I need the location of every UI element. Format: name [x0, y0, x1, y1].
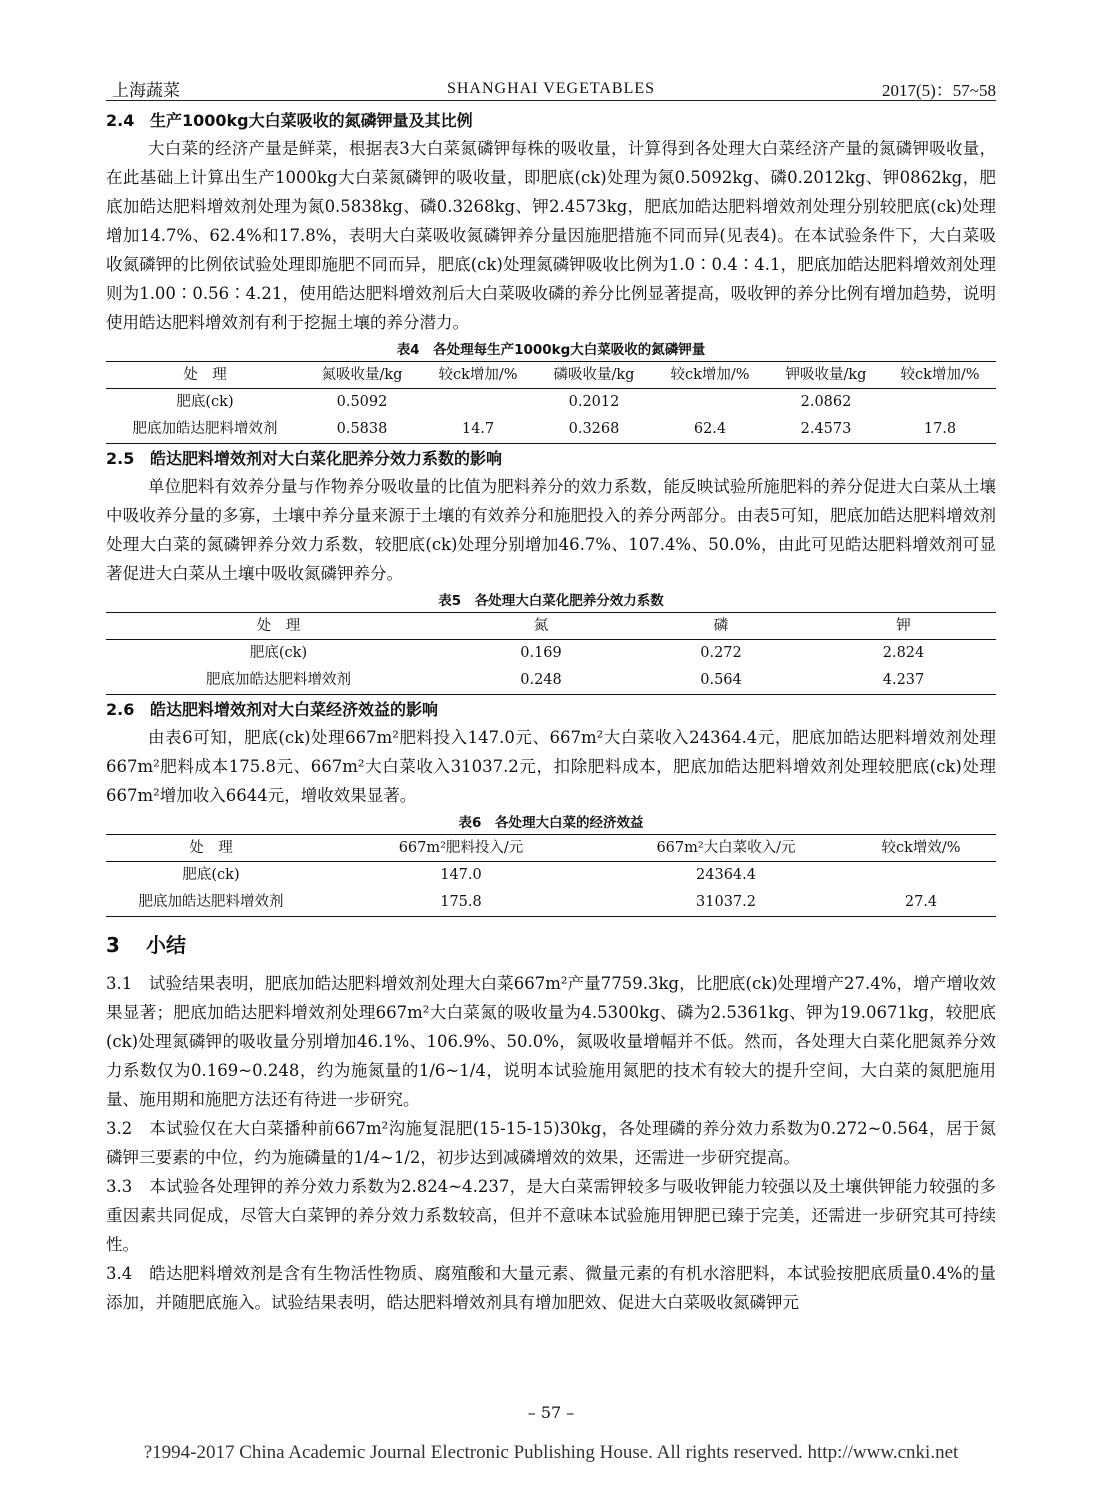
col-header: 667m²大白菜收入/元: [606, 835, 846, 862]
copyright-line: ?1994-2017 China Academic Journal Electronic Publishing House. All rights reserved. http://www.cnki.net: [143, 1442, 959, 1463]
table-cell: 0.5838: [336, 421, 388, 437]
journal-name-cn: 上海蔬菜: [112, 81, 180, 101]
table-row: [106, 640, 996, 668]
col-header: 钾: [811, 613, 996, 640]
table-cell: [884, 389, 996, 417]
table-header-row: [106, 613, 996, 640]
col-header: 钾吸收量/kg: [768, 362, 884, 389]
table-5: [106, 612, 996, 695]
table-cell: 24364.4: [696, 867, 756, 883]
table-cell: 147.0: [440, 867, 482, 883]
table-cell: 肥底加皓达肥料增效剂: [132, 421, 278, 437]
summary-item-3-1: 3.1 试验结果表明，肥底加皓达肥料增效剂处理大白菜667m²产量7759.3kg，比肥底(ck)处理增产27.4%，增产增收效果显著；肥底加皓达肥料增效剂处理667m²大白菜氮的吸收量为4.5300kg、磷为2.5361kg、钾为19.0671kg，较肥底(ck)处理氮磷钾的吸收量分别增加46.1%、106.9%、50.0%，氮吸收量增幅并不低。然而，各处理大白菜化肥氮养分效力系数仅为0.169~0.248，约为施氮量的1/6~1/4，说明本试验施用氮肥的技术有较大的提升空间，大白菜的氮肥施用量、施用期和施肥方法还有待进一步研究。: [106, 974, 996, 1109]
summary-item-3-4: 3.4 皓达肥料增效剂是含有生物活性物质、腐殖酸和大量元素、微量元素的有机水溶肥料，本试验按肥底质量0.4%的量添加，并随肥底施入。试验结果表明，皓达肥料增效剂具有增加肥效、促进大白菜吸收氮磷钾元: [106, 1264, 997, 1312]
table-cell: 175.8: [440, 894, 482, 910]
paragraph-2-4: 大白菜的经济产量是鲜菜，根据表3大白菜氮磷钾每株的吸收量，计算得到各处理大白菜经济产量的氮磷钾吸收量，在此基础上计算出生产1000kg大白菜氮磷钾的吸收量，即肥底(ck)处理为氮0.5092kg、磷0.2012kg、钾0862kg，肥底加皓达肥料增效剂处理为氮0.5838kg、磷0.3268kg、钾2.4573kg，肥底加皓达肥料增效剂处理分别较肥底(ck)处理增加14.7%、62.4%和17.8%，表明大白菜吸收氮磷钾养分量因施肥措施不同而异(见表4)。在本试验条件下，大白菜吸收氮磷钾的比例依试验处理即施肥不同而异，肥底(ck)处理氮磷钾吸收比例为1.0∶0.4∶4.1，肥底加皓达肥料增效剂处理则为1.00∶0.56∶4.21，使用皓达肥料增效剂后大白菜吸收磷的养分比例显著提高，吸收钾的养分比例有增加趋势，说明使用皓达肥料增效剂有利于挖掘土壤的养分潜力。: [106, 139, 996, 332]
table-row: [106, 667, 996, 695]
col-header: 较ck增加/%: [420, 362, 536, 389]
col-header: 磷吸收量/kg: [536, 362, 652, 389]
table-4: [106, 361, 996, 444]
summary-item-3-2: 3.2 本试验仅在大白菜播种前667m²沟施复混肥(15-15-15)30kg，各处理磷的养分效力系数为0.272~0.564，居于氮磷钾三要素的中位，约为施磷量的1/4~1/2，初步达到减磷增效的效果，还需进一步研究提高。: [106, 1119, 996, 1167]
col-header: 较ck增加/%: [652, 362, 768, 389]
table-cell: 肥底(ck): [176, 394, 234, 410]
section-heading-3: 3 小结: [106, 933, 186, 957]
table-row: [106, 862, 996, 890]
table-cell: 肥底加皓达肥料增效剂: [138, 894, 284, 910]
table-cell: 2.824: [882, 645, 925, 661]
col-header: 处 理: [106, 613, 451, 640]
col-header: 较ck增加/%: [884, 362, 996, 389]
table-cell: 肥底(ck): [249, 645, 308, 661]
col-header: 处 理: [106, 362, 304, 389]
table-cell: 0.169: [520, 645, 562, 661]
table-header-row: [106, 362, 996, 389]
table-cell: [652, 389, 768, 417]
journal-name-en: SHANGHAI VEGETABLES: [446, 80, 656, 97]
table-cell: 27.4: [904, 894, 938, 910]
paragraph-2-5: 单位肥料有效养分量与作物养分吸收量的比值为肥料养分的效力系数，能反映试验所施肥料的养分促进大白菜从土壤中吸收养分量的多寡，土壤中养分量来源于土壤的有效养分和施肥投入的养分两部分。由表5可知，肥底加皓达肥料增效剂处理大白菜的氮磷钾养分效力系数，较肥底(ck)处理分别增加46.7%、107.4%、50.0%，由此可见皓达肥料增效剂可显著促进大白菜从土壤中吸收氮磷钾养分。: [106, 477, 996, 583]
table-cell: [420, 389, 536, 417]
running-header: [106, 72, 996, 101]
table-cell: 0.248: [520, 672, 562, 688]
section-heading-2-5: 2.5 皓达肥料增效剂对大白菜化肥养分效力系数的影响: [106, 449, 503, 468]
table-cell: 17.8: [923, 421, 957, 437]
section-heading-2-6: 2.6 皓达肥料增效剂对大白菜经济效益的影响: [106, 700, 439, 719]
table-6-caption: 表6 各处理大白菜的经济效益: [458, 815, 644, 831]
table-cell: 31037.2: [696, 894, 756, 910]
section-heading-2-4: 2.4 生产1000kg大白菜吸收的氮磷钾量及其比例: [106, 111, 473, 130]
table-6: [106, 834, 996, 917]
article-body: [106, 108, 996, 1317]
table-cell: 2.0862: [800, 394, 852, 410]
table-cell: 0.2012: [568, 394, 620, 410]
table-4-caption: 表4 各处理每生产1000kg大白菜吸收的氮磷钾量: [396, 342, 706, 358]
table-header-row: [106, 835, 996, 862]
table-cell: 4.237: [882, 672, 925, 688]
paragraph-2-6: 由表6可知，肥底(ck)处理667m²肥料投入147.0元、667m²大白菜收入24364.4元，肥底加皓达肥料增效剂处理667m²肥料成本175.8元、667m²大白菜收入31037.2元，扣除肥料成本，肥底加皓达肥料增效剂处理较肥底(ck)处理667m²增加收入6644元，增收效果显著。: [106, 728, 996, 805]
table-cell: 0.3268: [568, 421, 620, 437]
issue-pages: 2017(5)：57~58: [881, 81, 996, 100]
summary-item-3-3: 3.3 本试验各处理钾的养分效力系数为2.824~4.237，是大白菜需钾较多与吸收钾能力较强以及土壤供钾能力较强的多重因素共同促成，尽管大白菜钾的养分效力系数较高，但并不意味本试验施用钾肥已臻于完美，还需进一步研究其可持续性。: [106, 1177, 996, 1254]
table-row: [106, 416, 996, 444]
col-header: 较ck增效/%: [846, 835, 996, 862]
table-row: [106, 389, 996, 417]
table-cell: 肥底加皓达肥料增效剂: [206, 672, 351, 688]
table-cell: 0.272: [700, 645, 742, 661]
table-row: [106, 889, 996, 917]
table-cell: 肥底(ck): [182, 867, 240, 883]
col-header: 磷: [631, 613, 811, 640]
col-header: 氮吸收量/kg: [304, 362, 420, 389]
table-5-caption: 表5 各处理大白菜化肥养分效力系数: [438, 593, 664, 609]
table-cell: 2.4573: [800, 421, 852, 437]
table-cell: 14.7: [461, 421, 495, 437]
page-number: – 57 –: [527, 1403, 575, 1422]
table-cell: [846, 862, 996, 890]
table-cell: 0.564: [700, 672, 742, 688]
table-cell: 0.5092: [336, 394, 388, 410]
col-header: 氮: [451, 613, 631, 640]
table-cell: 62.4: [693, 421, 727, 437]
col-header: 处 理: [106, 835, 316, 862]
col-header: 667m²肥料投入/元: [316, 835, 606, 862]
